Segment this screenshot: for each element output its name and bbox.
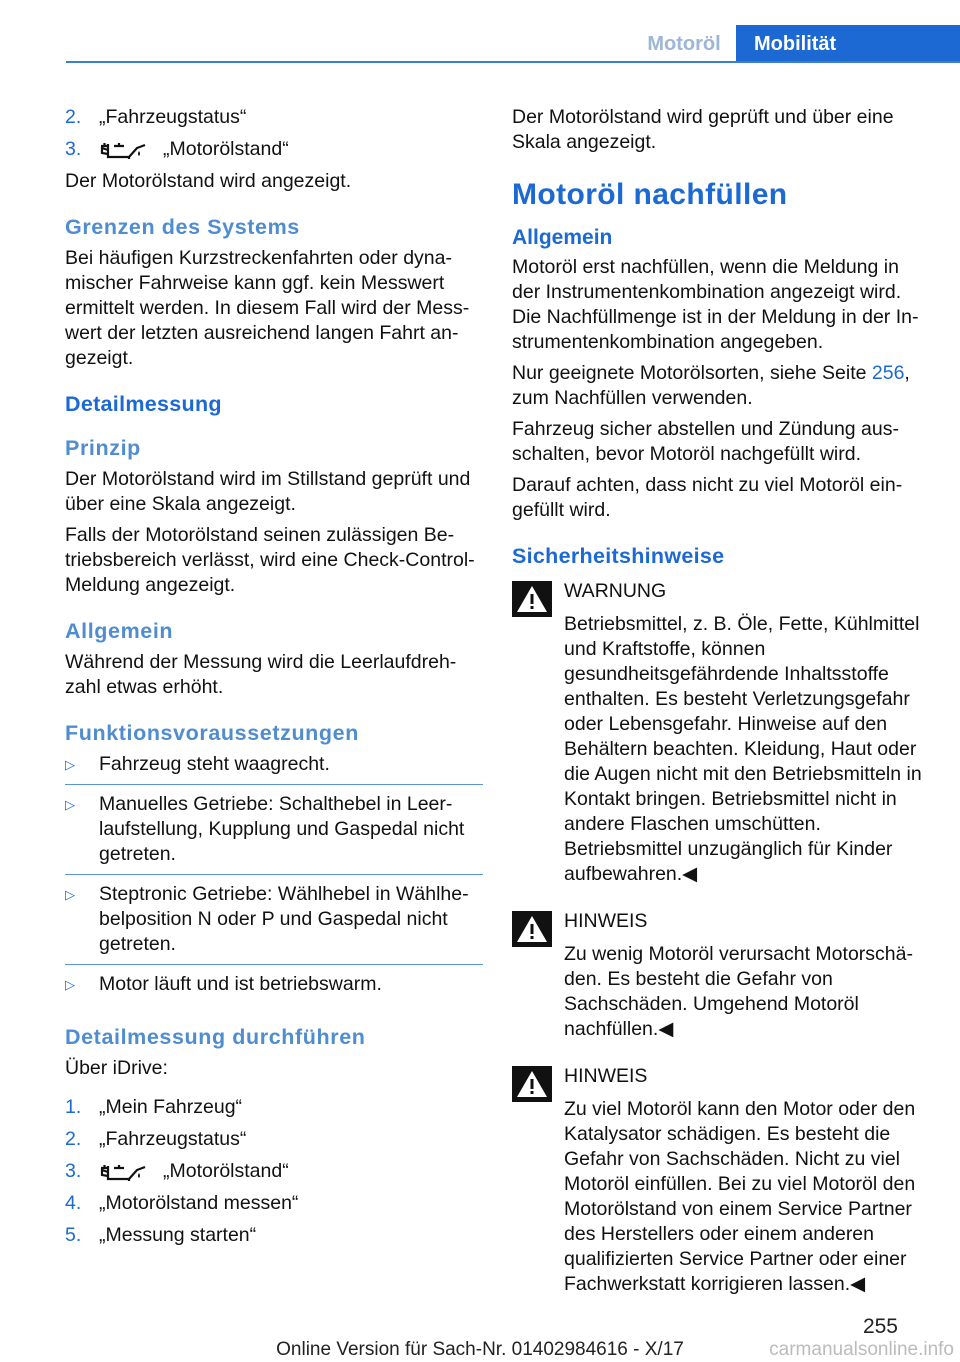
heading-motoroel-nachfuellen: Motoröl nachfüllen [512, 178, 788, 211]
bullet-triangle-icon: ▷ [65, 887, 75, 902]
header-rule [66, 61, 960, 63]
step-list-bottom [65, 1095, 483, 1248]
heading-allgemein: Allgemein [65, 619, 174, 643]
heading-sicherheitshinweise: Sicherheitshinweise [512, 544, 725, 568]
step-list-top [65, 105, 483, 162]
list-item: 2. „Fahrzeugstatus“ [65, 1128, 247, 1150]
bullet-list [65, 752, 483, 1004]
oil-can-icon [99, 1161, 151, 1183]
page-link[interactable]: 256 [871, 362, 905, 384]
notice-body: Zu viel Motoröl kann den Motor oder den Katalysator schädigen. Es besteht die Gefahr von Sachschäden. Nicht zu viel Motoröl einfüllen. Bei zu viel Motoröl den Motorölstand von einem Service Partner des Herstellers oder einem anderen qualifizierten Service Partner oder einer Fachwerkstatt korrigieren lassen.◀ [564, 1098, 916, 1295]
paragraph: Der Motorölstand wird geprüft und über eine Skala angezeigt. [512, 106, 894, 153]
left-column [65, 105, 483, 1255]
notice-block [512, 1064, 930, 1297]
heading-detailmessung-durchfuehren: Detailmessung durchführen [65, 1025, 366, 1049]
list-item: 3. „Motorölstand“ [65, 138, 289, 160]
warning-block [512, 579, 930, 887]
paragraph: Der Motorölstand wird im Stillstand geprüft und über eine Skala angezeigt. [65, 468, 471, 515]
warning-triangle-icon [512, 581, 552, 617]
notice-title: HINWEIS [564, 910, 648, 932]
bullet-triangle-icon: ▷ [65, 797, 75, 812]
list-item: 4. „Motorölstand messen“ [65, 1192, 299, 1214]
bullet-triangle-icon: ▷ [65, 757, 75, 772]
paragraph: Fahrzeug sicher abstellen und Zündung ausschalten, bevor Motoröl nachgefüllt wird. [512, 418, 899, 465]
notice-body: Zu wenig Motoröl verursacht Motorschäden. Es besteht die Gefahr von Sachschäden. Umgehend Motoröl nachfüllen.◀ [564, 943, 913, 1040]
list-item: ▷ Steptronic Getriebe: Wählhebel in Wählhebelposition N oder P und Gaspedal nicht getreten. [65, 882, 483, 965]
list-item: ▷ Fahrzeug steht waagrecht. [65, 752, 483, 785]
warning-body: Betriebsmittel, z. B. Öle, Fette, Kühlmittel und Kraftstoffe, können gesundheitsgefährdende Inhaltsstoffe enthalten. Es besteht Verletzungsgefahr oder Lebensgefahr. Hinweise auf den Behältern beachten. Kleidung, Haut oder die Augen nicht mit den Betriebsmitteln in Kontakt bringen. Betriebsmittel nicht in andere Flaschen umschütten. Betriebsmittel unzugänglich für Kinder aufbewahren.◀ [564, 613, 922, 885]
tab-mobilitaet[interactable]: Mobilität [736, 25, 960, 63]
heading-funktionsvoraussetzungen: Funktionsvoraussetzungen [65, 721, 359, 745]
paragraph: Darauf achten, dass nicht zu viel Motoröl eingefüllt wird. [512, 474, 903, 521]
list-item: ▷ Manuelles Getriebe: Schalthebel in Leerlaufstellung, Kupplung und Gaspedal nicht getreten. [65, 792, 483, 875]
heading-allgemein-right: Allgemein [512, 226, 613, 249]
paragraph: Nur geeignete Motorölsorten, siehe Seite 256, zum Nachfüllen verwenden. [512, 362, 910, 409]
list-item: ▷ Motor läuft und ist betriebswarm. [65, 973, 382, 995]
warning-triangle-icon [512, 1066, 552, 1102]
warning-triangle-icon [512, 911, 552, 947]
page-number: 255 [862, 1315, 898, 1338]
heading-prinzip: Prinzip [65, 436, 141, 460]
right-column [512, 105, 930, 1297]
tab-motoroel[interactable]: Motoröl [632, 25, 736, 63]
list-item: 5. „Messung starten“ [65, 1224, 257, 1246]
list-item: 3. „Motorölstand“ [65, 1160, 289, 1182]
watermark: carmanualsonline.info [769, 1339, 954, 1360]
list-item: 1. „Mein Fahrzeug“ [65, 1096, 243, 1118]
list-item: 2. „Fahrzeugstatus“ [65, 106, 247, 128]
heading-detailmessung: Detailmessung [65, 392, 222, 416]
online-version-footer: Online Version für Sach-Nr. 01402984616 - X/17 [276, 1339, 684, 1360]
oil-can-icon [99, 139, 151, 161]
notice-block [512, 909, 930, 1042]
paragraph: Während der Messung wird die Leerlaufdrehzahl etwas erhöht. [65, 651, 457, 698]
warning-title: WARNUNG [564, 580, 667, 602]
notice-title: HINWEIS [564, 1065, 648, 1087]
bullet-triangle-icon: ▷ [65, 977, 75, 992]
heading-grenzen: Grenzen des Systems [65, 215, 300, 239]
paragraph: Motoröl erst nachfüllen, wenn die Meldung in der Instrumentenkombination angezeigt wird. Die Nachfüllmenge ist in der Meldung in der Instrumentenkombination angegeben. [512, 256, 919, 353]
paragraph: Bei häufigen Kurzstreckenfahrten oder dynamischer Fahrweise kann ggf. kein Messwert ermittelt werden. In diesem Fall wird der Messwert der letzten ausreichend langen Fahrt angezeigt. [65, 247, 470, 369]
paragraph: Der Motorölstand wird angezeigt. [65, 170, 352, 192]
paragraph: Über iDrive: [65, 1057, 168, 1079]
paragraph: Falls der Motorölstand seinen zulässigen Betriebsbereich verlässt, wird eine Check-Control-Meldung angezeigt. [65, 524, 475, 596]
